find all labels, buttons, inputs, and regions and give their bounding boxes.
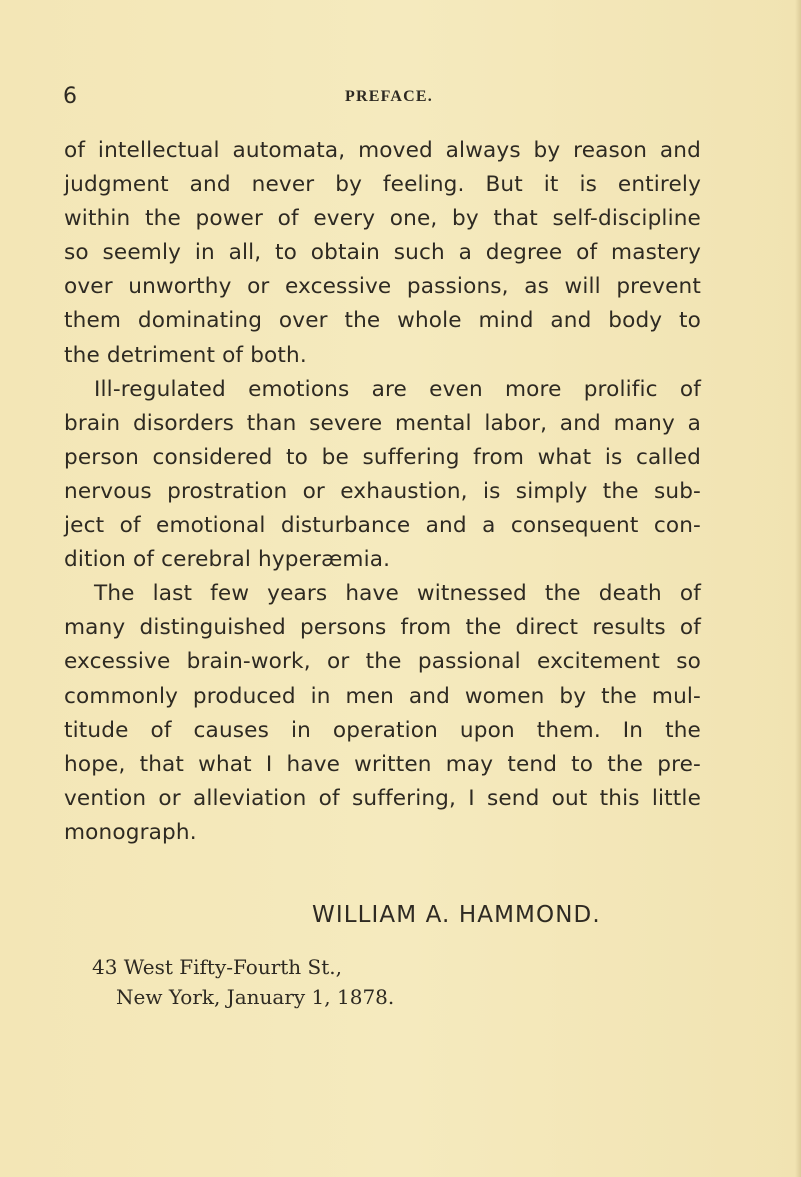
text-line: ject of emotional disturbance and a consequent con- (64, 513, 701, 539)
preface-body (64, 134, 701, 850)
text-line: commonly produced in men and women by the mul- (64, 683, 701, 709)
text-line: excessive brain-work, or the passional excitement so (64, 649, 701, 675)
address-date-line: New York, January 1, 1878. (116, 985, 395, 1009)
text-line: within the power of every one, by that self-discipline (64, 206, 701, 232)
text-line: nervous prostration or exhaustion, is simply the sub- (64, 478, 701, 504)
text-line: The last few years have witnessed the death of (94, 581, 701, 607)
text-line: of intellectual automata, moved always by reason and (64, 138, 701, 163)
text-line: many distinguished persons from the direct results of (64, 615, 701, 641)
running-head: PREFACE. (345, 88, 433, 105)
text-line: monograph. (64, 819, 197, 845)
text-line: brain disorders than severe mental labor, and many a (64, 410, 701, 436)
text-line: hope, that what I have written may tend to the pre- (64, 751, 701, 777)
text-line: titude of causes in operation upon them. In the (64, 717, 701, 743)
text-line: so seemly in all, to obtain such a degree of mastery (64, 240, 701, 266)
author-signature: WILLIAM A. HAMMOND. (312, 902, 601, 928)
page-header (63, 84, 723, 114)
text-line: judgment and never by feeling. But it is entirely (64, 172, 701, 198)
text-line: person considered to be suffering from what is called (64, 444, 701, 470)
text-line: them dominating over the whole mind and body to (64, 308, 701, 334)
page-edge-shadow (795, 0, 801, 1177)
address-line: 43 West Fifty-Fourth St., (92, 955, 342, 979)
text-line: dition of cerebral hyperæmia. (64, 547, 391, 573)
text-line: vention or alleviation of suffering, I send out this little (64, 785, 701, 811)
page-number: 6 (63, 84, 77, 109)
text-line: over unworthy or excessive passions, as will prevent (64, 274, 701, 300)
text-line: Ill-regulated emotions are even more prolific of (94, 376, 701, 402)
text-line: the detriment of both. (64, 342, 307, 368)
author-address (92, 952, 394, 1012)
